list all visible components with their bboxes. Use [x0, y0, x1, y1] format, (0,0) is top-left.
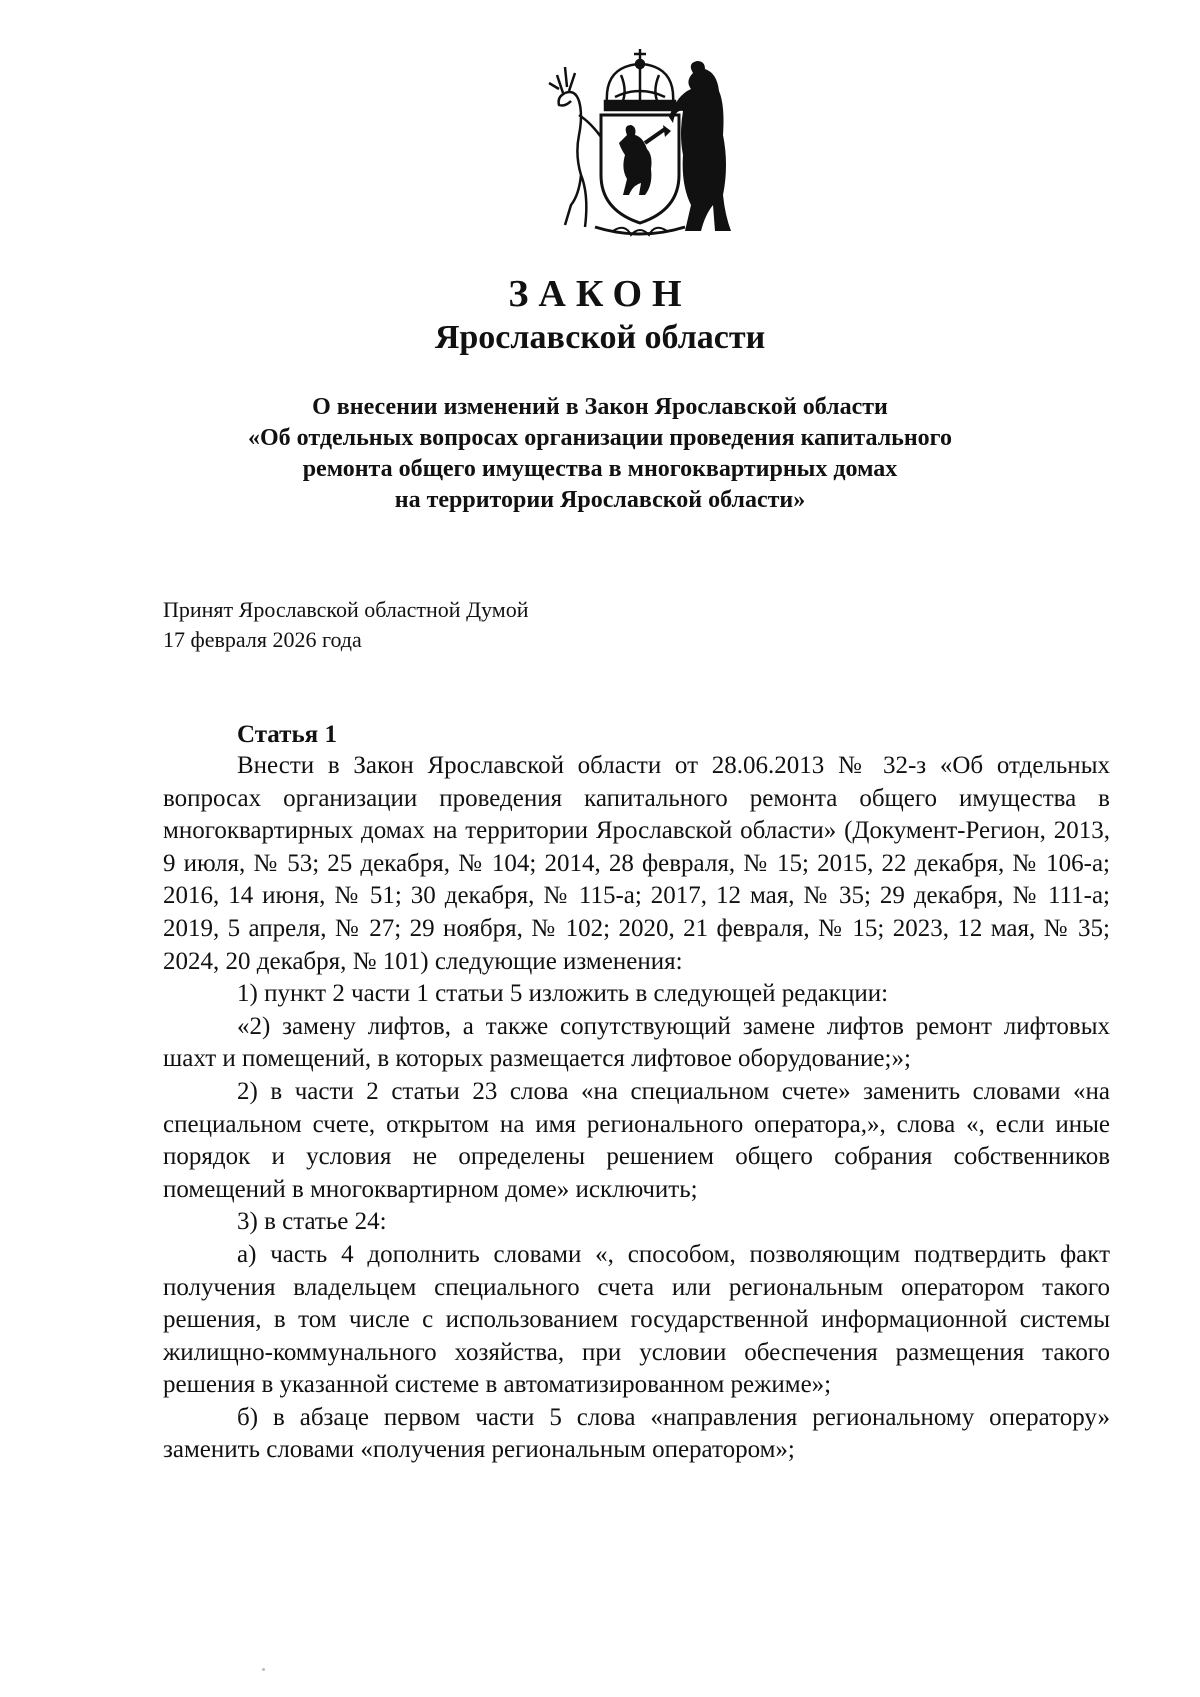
article-paragraph: 3) в статье 24: — [237, 1208, 387, 1236]
adoption-body: Принят Ярославской областной Думой — [163, 597, 529, 622]
scan-speck — [262, 1668, 265, 1671]
article-heading: Статья 1 — [237, 721, 337, 748]
law-title: ЗАКОН — [508, 273, 692, 315]
article-paragraph: «2) замену лифтов, а также сопутствующий замене лифтов ремонт лифтовых шахт и помещений, в которых размещается лифтовое оборудование;»; — [163, 1012, 1110, 1073]
article-paragraph: а) часть 4 дополнить словами «, способом, позволяющим подтвердить факт получения владельцем специального счета или региональным оператором такого решения, в том числе с использованием государственной информационной системы жилищно-коммунального хозяйства, при условии обеспечения размещения такого решения в указанной системе в автоматизированном режиме»; — [163, 1240, 1110, 1399]
adoption-date: 17 февраля 2026 года — [163, 627, 362, 652]
law-subject — [180, 392, 1020, 516]
article-paragraph: Внести в Закон Ярославской области от 28.06.2013 № 32-з «Об отдельных вопросах организации проведения капитального ремонта общего имущества в многоквартирных домах на территории Ярославской области» (Документ-Регион, 2013, 9 июля, № 53; 25 декабря, № 104; 2014, 28 февраля, № 15; 2015, 22 декабря, № 106-а; 2016, 14 июня, № 51; 30 декабря, № 115-а; 2017, 12 мая, № 35; 29 декабря, № 111-а; 2019, 5 апреля, № 27; 29 ноября, № 102; 2020, 21 февраля, № 15; 2023, 12 мая, № 35; 2024, 20 декабря, № 101) следующие изменения: — [163, 752, 1110, 975]
subject-line: «Об отдельных вопросах организации проведения капитального — [248, 425, 952, 451]
article-paragraph: 1) пункт 2 части 1 статьи 5 изложить в следующей редакции: — [237, 980, 889, 1008]
article-paragraph: 2) в части 2 статьи 23 слова «на специальном счете» заменить словами «на специальном счете, открытом на имя регионального оператора,», слова «, если иные порядок и условия не определены решением общего собрания собственников помещений в многоквартирном доме» исключить; — [163, 1077, 1110, 1203]
adoption-note — [163, 595, 529, 655]
article-body — [163, 750, 1110, 1467]
coat-of-arms-icon — [535, 45, 745, 245]
subject-line: ремонта общего имущества в многоквартирных домах — [302, 456, 898, 482]
subject-line: О внесении изменений в Закон Ярославской области — [312, 394, 888, 420]
article-paragraph: б) в абзаце первом части 5 слова «направления региональному оператору» заменить словами «получения региональным оператором»; — [163, 1403, 1110, 1464]
subject-line: на территории Ярославской области» — [394, 487, 806, 513]
law-region: Ярославской области — [434, 319, 766, 356]
